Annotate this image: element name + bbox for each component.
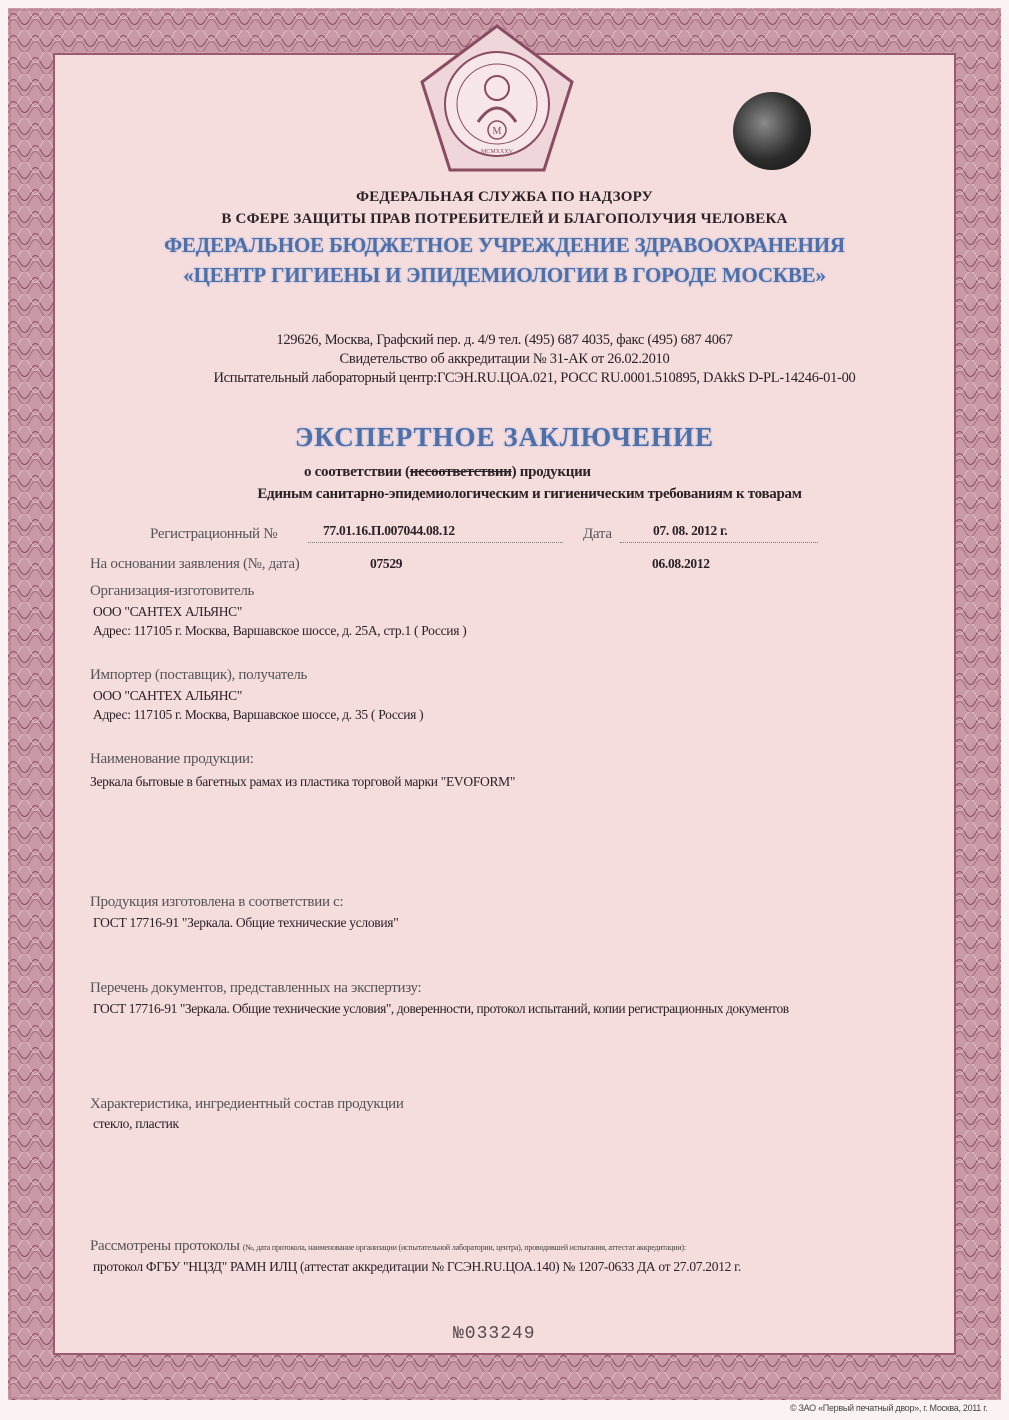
product-label: Наименование продукции: <box>90 751 254 767</box>
institution-line-1: ФЕДЕРАЛЬНОЕ БЮДЖЕТНОЕ УЧРЕЖДЕНИЕ ЗДРАВООХРАНЕНИЯ <box>164 233 845 257</box>
subtitle-text: ) продукции <box>511 464 591 480</box>
manufacturer-name: ООО "САНТЕХ АЛЬЯНС" <box>93 604 243 619</box>
manufacturer-label: Организация-изготовитель <box>90 583 255 599</box>
document-subtitle <box>304 464 591 481</box>
reg-number-value: 77.01.16.П.007044.08.12 <box>323 523 455 538</box>
importer-name: ООО "САНТЕХ АЛЬЯНС" <box>93 688 243 703</box>
document-title: ЭКСПЕРТНОЕ ЗАКЛЮЧЕНИЕ <box>295 422 714 452</box>
date-value: 07. 08. 2012 г. <box>653 523 728 538</box>
struck-out-word: несоответствии <box>409 464 512 480</box>
composition-label: Характеристика, ингредиентный состав продукции <box>90 1096 404 1112</box>
composition-value: стекло, пластик <box>93 1116 179 1131</box>
lab-center: Испытательный лабораторный центр:ГСЭН.RU.ЦОА.021, РОСС RU.0001.510895, DAkkS D-PL-14246-01-00 <box>213 370 856 386</box>
standard-value: ГОСТ 17716-91 "Зеркала. Общие технические условия" <box>93 915 399 930</box>
standard-label: Продукция изготовлена в соответствии с: <box>90 894 344 910</box>
document-subtitle-2: Единым санитарно-эпидемиологическим и гигиеническим требованиям к товарам <box>257 486 802 502</box>
date-label: Дата <box>583 526 612 542</box>
documents-value: ГОСТ 17716-91 "Зеркала. Общие технические условия", доверенности, протокол испытаний, копии регистрационных документов <box>93 1001 789 1016</box>
documents-label: Перечень документов, представленных на экспертизу: <box>90 980 422 996</box>
application-label: На основании заявления (№, дата) <box>90 556 300 572</box>
svg-text:MCMXXXV: MCMXXXV <box>480 149 514 155</box>
protocols-label: Рассмотрены протоколы <box>90 1238 240 1254</box>
application-number: 07529 <box>370 556 403 571</box>
protocols-value: протокол ФГБУ "НЦЗД" РАМН ИЛЦ (аттестат аккредитации № ГСЭН.RU.ЦОА.140) № 1207-0633 ДА от 27.07.2012 г. <box>93 1259 741 1274</box>
manufacturer-address: Адрес: 117105 г. Москва, Варшавское шоссе, д. 25А, стр.1 ( Россия ) <box>93 623 467 638</box>
printer-credit: © ЗАО «Первый печатный двор», г. Москва, 2011 г. <box>790 1403 988 1413</box>
importer-address: Адрес: 117105 г. Москва, Варшавское шоссе, д. 35 ( Россия ) <box>93 707 424 722</box>
importer-label: Импортер (поставщик), получатель <box>90 667 308 683</box>
institution-address: 129626, Москва, Графский пер. д. 4/9 тел. (495) 687 4035, факс (495) 687 4067 <box>276 332 733 348</box>
protocols-heading <box>90 1238 686 1255</box>
product-value: Зеркала бытовые в багетных рамах из пластика торговой марки "EVOFORM" <box>90 774 516 789</box>
svg-text:M: M <box>492 126 502 137</box>
hologram-sticker <box>733 92 811 170</box>
institution-line-2: «ЦЕНТР ГИГИЕНЫ И ЭПИДЕМИОЛОГИИ В ГОРОДЕ МОСКВЕ» <box>183 263 826 287</box>
application-date: 06.08.2012 <box>652 556 710 571</box>
agency-line-1: ФЕДЕРАЛЬНАЯ СЛУЖБА ПО НАДЗОРУ <box>356 189 653 205</box>
accreditation-certificate: Свидетельство об аккредитации № 31-АК от 26.02.2010 <box>339 351 670 367</box>
reg-number-label: Регистрационный № <box>150 526 278 542</box>
protocols-hint: (№, дата протокола, наименование организации (испытательной лаборатории, центра), проводившей испытания, аттестат аккредитации): <box>242 1243 686 1252</box>
institution-seal-emblem <box>418 22 576 174</box>
subtitle-text: о соответствии ( <box>304 464 410 480</box>
form-serial-number: №033249 <box>453 1324 536 1344</box>
agency-line-2: В СФЕРЕ ЗАЩИТЫ ПРАВ ПОТРЕБИТЕЛЕЙ И БЛАГОПОЛУЧИЯ ЧЕЛОВЕКА <box>221 211 788 227</box>
